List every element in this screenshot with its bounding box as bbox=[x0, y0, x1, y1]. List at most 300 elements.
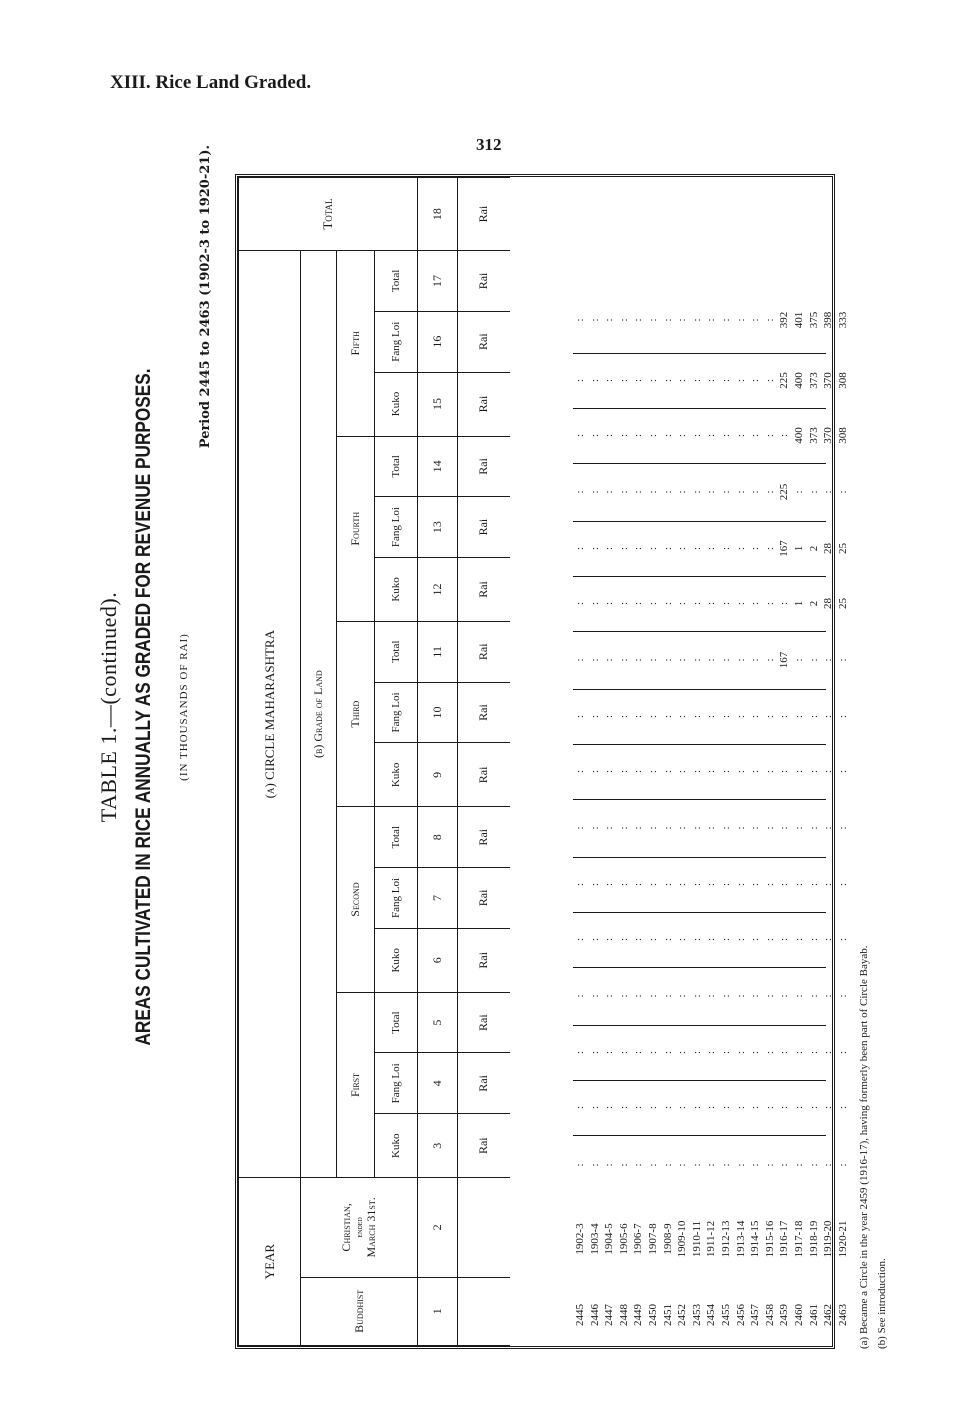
table-subtitle: AREAS CULTIVATED IN RICE ANNUALLY AS GRADED FOR REVENUE PURPOSES. bbox=[132, 368, 155, 1046]
empty-cell: : bbox=[588, 826, 601, 830]
empty-cell: : bbox=[632, 546, 645, 551]
value-cell: 373 bbox=[807, 372, 820, 389]
empty-cell: : bbox=[574, 318, 586, 322]
empty-cell: : bbox=[719, 658, 732, 662]
year-cell: 2460 bbox=[792, 1304, 805, 1326]
christian-line3: March 31st. bbox=[364, 1197, 378, 1258]
empty-cell: : bbox=[574, 937, 586, 942]
empty-cell: : bbox=[705, 318, 718, 322]
empty-cell: : bbox=[792, 937, 805, 942]
empty-cell: : bbox=[617, 658, 630, 662]
table-period: Period 2445 to 2463 (1902-3 to 1920-21). bbox=[198, 145, 213, 449]
empty-cell: : bbox=[661, 769, 674, 774]
empty-cell: : bbox=[749, 318, 762, 322]
kuko-header: Kuko bbox=[375, 928, 418, 992]
empty-cell: : bbox=[778, 826, 791, 830]
empty-cell: : bbox=[836, 994, 849, 998]
empty-cell: : bbox=[719, 826, 732, 830]
fourth-grade-header: Fourth bbox=[337, 436, 375, 621]
empty-cell: : bbox=[603, 769, 616, 774]
empty-cell: : bbox=[588, 1050, 601, 1055]
empty-cell: : bbox=[705, 490, 718, 494]
empty-cell: : bbox=[676, 994, 689, 998]
footnote-a: (a) Became a Circle in the year 2459 (1916-17), having formerly been part of Circle Bayab. bbox=[858, 945, 870, 1349]
unit-label: Rai bbox=[458, 557, 510, 621]
empty-cell: : bbox=[705, 882, 718, 887]
unit-label: Rai bbox=[458, 497, 510, 558]
year-cell: 1919-20 bbox=[822, 1220, 835, 1258]
empty-cell: : bbox=[763, 378, 776, 383]
data-column bbox=[573, 463, 849, 522]
empty-cell: : bbox=[632, 490, 645, 494]
empty-cell: : bbox=[749, 1105, 762, 1110]
empty-cell: : bbox=[763, 714, 776, 719]
page-number: 312 bbox=[476, 135, 502, 154]
empty-cell: : bbox=[646, 882, 659, 887]
empty-cell: : bbox=[676, 714, 689, 719]
empty-cell: : bbox=[792, 769, 805, 774]
empty-cell: : bbox=[588, 490, 601, 494]
empty-cell: : bbox=[603, 546, 616, 551]
empty-cell: : bbox=[822, 882, 835, 887]
kuko-header: Kuko bbox=[375, 372, 418, 436]
empty-cell: : bbox=[763, 937, 776, 942]
empty-cell: : bbox=[734, 882, 747, 887]
year-cell: 1910-11 bbox=[690, 1220, 703, 1258]
empty-cell: : bbox=[734, 1050, 747, 1055]
empty-cell: : bbox=[617, 318, 630, 322]
unit-label: Rai bbox=[458, 178, 510, 251]
empty-cell: : bbox=[734, 994, 747, 998]
empty-cell: : bbox=[792, 1050, 805, 1055]
empty-cell: : bbox=[676, 433, 689, 438]
empty-cell: : bbox=[646, 714, 659, 719]
empty-cell: : bbox=[661, 937, 674, 942]
empty-cell: : bbox=[719, 433, 732, 438]
year-cell: 1913-14 bbox=[734, 1220, 747, 1258]
empty-cell: : bbox=[836, 882, 849, 887]
empty-cell: : bbox=[617, 601, 630, 606]
empty-cell: : bbox=[749, 1163, 762, 1167]
empty-cell: : bbox=[734, 1105, 747, 1110]
empty-cell: : bbox=[719, 714, 732, 719]
empty-cell: : bbox=[763, 826, 776, 830]
empty-cell: : bbox=[719, 882, 732, 887]
empty-cell: : bbox=[574, 769, 586, 774]
empty-cell: : bbox=[632, 318, 645, 322]
empty-cell: : bbox=[661, 994, 674, 998]
empty-cell: : bbox=[836, 658, 849, 662]
empty-cell: : bbox=[778, 1163, 791, 1167]
empty-cell: : bbox=[661, 490, 674, 494]
year-cell: 1915-16 bbox=[763, 1220, 776, 1258]
empty-cell: : bbox=[836, 1105, 849, 1110]
empty-cell: : bbox=[632, 937, 645, 942]
empty-cell: : bbox=[792, 658, 805, 662]
empty-cell: : bbox=[749, 378, 762, 383]
empty-cell: : bbox=[822, 1163, 835, 1167]
empty-cell: : bbox=[807, 1163, 820, 1167]
empty-cell: : bbox=[676, 769, 689, 774]
value-cell: 2 bbox=[807, 600, 820, 607]
empty-cell: : bbox=[807, 994, 820, 998]
empty-cell: : bbox=[617, 714, 630, 719]
empty-cell: : bbox=[836, 1050, 849, 1055]
unit-label bbox=[458, 1178, 510, 1277]
empty-cell: : bbox=[792, 1163, 805, 1167]
empty-cell: : bbox=[792, 714, 805, 719]
empty-cell: : bbox=[778, 882, 791, 887]
column-number: 12 bbox=[418, 557, 458, 621]
empty-cell: : bbox=[734, 714, 747, 719]
column-number: 3 bbox=[418, 1114, 458, 1178]
rice-land-table bbox=[238, 177, 510, 1346]
empty-cell: : bbox=[705, 937, 718, 942]
year-cell: 2450 bbox=[646, 1304, 659, 1326]
data-column bbox=[573, 631, 849, 690]
grade-header: (b) Grade of Land bbox=[301, 251, 337, 1178]
unit-label: Rai bbox=[458, 928, 510, 992]
empty-cell: : bbox=[617, 1163, 630, 1167]
empty-cell: : bbox=[778, 1050, 791, 1055]
empty-cell: : bbox=[603, 490, 616, 494]
empty-cell: : bbox=[632, 658, 645, 662]
empty-cell: : bbox=[646, 994, 659, 998]
empty-cell: : bbox=[588, 658, 601, 662]
value-cell: 400 bbox=[792, 427, 805, 444]
empty-cell: : bbox=[632, 1163, 645, 1167]
empty-cell: : bbox=[705, 378, 718, 383]
empty-cell: : bbox=[719, 546, 732, 551]
empty-cell: : bbox=[690, 490, 703, 494]
empty-cell: : bbox=[661, 658, 674, 662]
empty-cell: : bbox=[574, 546, 586, 551]
empty-cell: : bbox=[632, 826, 645, 830]
empty-cell: : bbox=[676, 490, 689, 494]
empty-cell: : bbox=[646, 490, 659, 494]
empty-cell: : bbox=[676, 1163, 689, 1167]
empty-cell: : bbox=[690, 601, 703, 606]
column-number: 10 bbox=[418, 682, 458, 743]
year-cell: 2459 bbox=[778, 1304, 791, 1326]
empty-cell: : bbox=[690, 994, 703, 998]
empty-cell: : bbox=[574, 601, 586, 606]
year-cell: 2453 bbox=[690, 1304, 703, 1326]
empty-cell: : bbox=[588, 433, 601, 438]
year-cell: 2454 bbox=[705, 1304, 718, 1326]
empty-cell: : bbox=[822, 658, 835, 662]
empty-cell: : bbox=[807, 937, 820, 942]
empty-cell: : bbox=[632, 769, 645, 774]
empty-cell: : bbox=[749, 601, 762, 606]
empty-cell: : bbox=[617, 882, 630, 887]
grand-total-header: Total bbox=[239, 178, 418, 251]
empty-cell: : bbox=[603, 318, 616, 322]
empty-cell: : bbox=[646, 769, 659, 774]
year-cell: 1907-8 bbox=[646, 1223, 659, 1255]
empty-cell: : bbox=[763, 546, 776, 551]
column-number: 2 bbox=[418, 1178, 458, 1277]
empty-cell: : bbox=[588, 601, 601, 606]
empty-cell: : bbox=[676, 601, 689, 606]
year-cell: 2458 bbox=[763, 1304, 776, 1326]
empty-cell: : bbox=[676, 826, 689, 830]
empty-cell: : bbox=[749, 658, 762, 662]
year-cell: 2462 bbox=[822, 1304, 835, 1326]
empty-cell: : bbox=[661, 433, 674, 438]
empty-cell: : bbox=[646, 937, 659, 942]
empty-cell: : bbox=[603, 378, 616, 383]
empty-cell: : bbox=[588, 769, 601, 774]
empty-cell: : bbox=[778, 433, 791, 438]
empty-cell: : bbox=[588, 994, 601, 998]
year-cell: 1911-12 bbox=[705, 1220, 718, 1258]
kuko-header: Kuko bbox=[375, 1114, 418, 1178]
value-cell: 333 bbox=[836, 311, 849, 329]
empty-cell: : bbox=[646, 1105, 659, 1110]
empty-cell: : bbox=[603, 826, 616, 830]
empty-cell: : bbox=[778, 601, 791, 606]
empty-cell: : bbox=[734, 826, 747, 830]
empty-cell: : bbox=[661, 378, 674, 383]
empty-cell: : bbox=[734, 318, 747, 322]
table-body bbox=[573, 177, 849, 1346]
empty-cell: : bbox=[719, 601, 732, 606]
empty-cell: : bbox=[734, 937, 747, 942]
empty-cell: : bbox=[617, 937, 630, 942]
empty-cell: : bbox=[705, 826, 718, 830]
empty-cell: : bbox=[822, 937, 835, 942]
empty-cell: : bbox=[603, 1163, 616, 1167]
empty-cell: : bbox=[719, 318, 732, 322]
unit-label: Rai bbox=[458, 682, 510, 743]
third-grade-header: Third bbox=[337, 621, 375, 806]
fang-loi-header: Fang Loi bbox=[375, 1053, 418, 1114]
empty-cell: : bbox=[836, 714, 849, 719]
empty-cell: : bbox=[807, 1050, 820, 1055]
empty-cell: : bbox=[646, 378, 659, 383]
empty-cell: : bbox=[632, 433, 645, 438]
year-cell: 2448 bbox=[617, 1304, 630, 1326]
column-number: 9 bbox=[418, 743, 458, 807]
empty-cell: : bbox=[574, 433, 586, 438]
empty-cell: : bbox=[617, 1050, 630, 1055]
data-column bbox=[573, 287, 849, 354]
circle-header: (a) CIRCLE MAHARASHTRA bbox=[239, 251, 301, 1178]
empty-cell: : bbox=[676, 937, 689, 942]
empty-cell: : bbox=[632, 601, 645, 606]
year-cell: 1902-3 bbox=[574, 1223, 586, 1255]
empty-cell: : bbox=[792, 490, 805, 494]
unit-label: Rai bbox=[458, 1114, 510, 1178]
column-number: 1 bbox=[418, 1277, 458, 1345]
empty-cell: : bbox=[705, 1105, 718, 1110]
empty-cell: : bbox=[749, 546, 762, 551]
value-cell: 370 bbox=[822, 372, 835, 389]
year-cell: 1912-13 bbox=[719, 1220, 732, 1258]
empty-cell: : bbox=[719, 937, 732, 942]
table-title: TABLE 1.—(continued). bbox=[96, 591, 121, 823]
empty-cell: : bbox=[836, 826, 849, 830]
empty-cell: : bbox=[574, 826, 586, 830]
empty-cell: : bbox=[822, 490, 835, 494]
empty-cell: : bbox=[763, 658, 776, 662]
year-cell: 1917-18 bbox=[792, 1220, 805, 1258]
empty-cell: : bbox=[574, 1105, 586, 1110]
value-cell: 1 bbox=[792, 600, 805, 607]
column-number: 5 bbox=[418, 992, 458, 1053]
empty-cell: : bbox=[690, 318, 703, 322]
empty-cell: : bbox=[792, 994, 805, 998]
value-cell: 308 bbox=[836, 427, 849, 444]
empty-cell: : bbox=[778, 714, 791, 719]
value-cell: 1 bbox=[792, 545, 805, 552]
year-cell: 2447 bbox=[603, 1304, 616, 1326]
empty-cell: : bbox=[763, 769, 776, 774]
empty-cell: : bbox=[676, 1105, 689, 1110]
empty-cell: : bbox=[822, 994, 835, 998]
second-grade-header: Second bbox=[337, 807, 375, 992]
empty-cell: : bbox=[632, 378, 645, 383]
value-cell: 370 bbox=[822, 427, 835, 444]
year-cell: 2451 bbox=[661, 1304, 674, 1326]
year-header: YEAR bbox=[239, 1178, 301, 1346]
empty-cell: : bbox=[690, 937, 703, 942]
unit-label: Rai bbox=[458, 436, 510, 497]
empty-cell: : bbox=[749, 882, 762, 887]
column-number: 4 bbox=[418, 1053, 458, 1114]
year-cell: 2463 bbox=[836, 1304, 849, 1326]
empty-cell: : bbox=[778, 937, 791, 942]
empty-cell: : bbox=[661, 826, 674, 830]
empty-cell: : bbox=[705, 714, 718, 719]
empty-cell: : bbox=[763, 601, 776, 606]
column-number: 18 bbox=[418, 178, 458, 251]
empty-cell: : bbox=[661, 882, 674, 887]
unit-label: Rai bbox=[458, 807, 510, 868]
empty-cell: : bbox=[763, 1163, 776, 1167]
column-number: 16 bbox=[418, 311, 458, 372]
empty-cell: : bbox=[617, 826, 630, 830]
value-cell: 401 bbox=[792, 311, 805, 329]
year-cell: 2446 bbox=[588, 1304, 601, 1326]
empty-cell: : bbox=[676, 546, 689, 551]
sub-total-header: Total bbox=[375, 807, 418, 868]
data-column bbox=[573, 912, 849, 968]
empty-cell: : bbox=[632, 1105, 645, 1110]
empty-cell: : bbox=[676, 318, 689, 322]
empty-cell: : bbox=[574, 658, 586, 662]
year-cell: 1916-17 bbox=[778, 1220, 791, 1258]
empty-cell: : bbox=[646, 601, 659, 606]
empty-cell: : bbox=[734, 769, 747, 774]
data-column bbox=[573, 744, 849, 800]
sub-total-header: Total bbox=[375, 621, 418, 682]
value-cell: 28 bbox=[822, 598, 835, 609]
unit-label: Rai bbox=[458, 1053, 510, 1114]
fifth-grade-header: Fifth bbox=[337, 251, 375, 436]
empty-cell: : bbox=[749, 490, 762, 494]
empty-cell: : bbox=[690, 769, 703, 774]
column-number: 6 bbox=[418, 928, 458, 992]
empty-cell: : bbox=[792, 882, 805, 887]
empty-cell: : bbox=[603, 658, 616, 662]
unit-label: Rai bbox=[458, 251, 510, 312]
empty-cell: : bbox=[705, 1163, 718, 1167]
empty-cell: : bbox=[588, 318, 601, 322]
value-cell: 375 bbox=[807, 311, 820, 329]
data-column bbox=[573, 1284, 849, 1346]
data-column bbox=[573, 353, 849, 409]
empty-cell: : bbox=[603, 1050, 616, 1055]
empty-cell: : bbox=[661, 1050, 674, 1055]
empty-cell: : bbox=[822, 769, 835, 774]
kuko-header: Kuko bbox=[375, 557, 418, 621]
sub-total-header: Total bbox=[375, 992, 418, 1053]
empty-cell: : bbox=[574, 714, 586, 719]
empty-cell: : bbox=[617, 490, 630, 494]
empty-cell: : bbox=[719, 490, 732, 494]
value-cell: 28 bbox=[822, 543, 835, 554]
year-cell: 2455 bbox=[719, 1304, 732, 1326]
empty-cell: : bbox=[807, 658, 820, 662]
column-number: 7 bbox=[418, 868, 458, 929]
value-cell: 392 bbox=[778, 311, 791, 329]
year-cell: 1904-5 bbox=[603, 1223, 616, 1255]
empty-cell: : bbox=[734, 658, 747, 662]
empty-cell: : bbox=[646, 1050, 659, 1055]
value-cell: 167 bbox=[778, 651, 791, 669]
empty-cell: : bbox=[661, 546, 674, 551]
empty-cell: : bbox=[646, 658, 659, 662]
empty-cell: : bbox=[822, 1105, 835, 1110]
empty-cell: : bbox=[603, 714, 616, 719]
empty-cell: : bbox=[646, 546, 659, 551]
empty-cell: : bbox=[632, 714, 645, 719]
data-column bbox=[573, 967, 849, 1026]
empty-cell: : bbox=[617, 546, 630, 551]
empty-cell: : bbox=[719, 769, 732, 774]
value-cell: 398 bbox=[822, 311, 835, 329]
empty-cell: : bbox=[807, 714, 820, 719]
empty-cell: : bbox=[749, 826, 762, 830]
empty-cell: : bbox=[690, 546, 703, 551]
buddhist-header: Buddhist bbox=[301, 1277, 418, 1345]
empty-cell: : bbox=[661, 318, 674, 322]
unit-label: Rai bbox=[458, 621, 510, 682]
empty-cell: : bbox=[749, 433, 762, 438]
year-cell: 2456 bbox=[734, 1304, 747, 1326]
empty-cell: : bbox=[719, 1105, 732, 1110]
empty-cell: : bbox=[646, 1163, 659, 1167]
table-frame bbox=[235, 174, 849, 1349]
value-cell: 167 bbox=[778, 540, 791, 557]
empty-cell: : bbox=[690, 1050, 703, 1055]
empty-cell: : bbox=[705, 433, 718, 438]
empty-cell: : bbox=[690, 882, 703, 887]
empty-cell: : bbox=[763, 490, 776, 494]
empty-cell: : bbox=[632, 1050, 645, 1055]
empty-cell: : bbox=[807, 1105, 820, 1110]
empty-cell: : bbox=[836, 1163, 849, 1167]
empty-cell: : bbox=[705, 546, 718, 551]
empty-cell: : bbox=[661, 1163, 674, 1167]
empty-cell: : bbox=[836, 490, 849, 494]
empty-cell: : bbox=[719, 1163, 732, 1167]
empty-cell: : bbox=[574, 994, 586, 998]
empty-cell: : bbox=[734, 490, 747, 494]
sub-total-header: Total bbox=[375, 251, 418, 312]
